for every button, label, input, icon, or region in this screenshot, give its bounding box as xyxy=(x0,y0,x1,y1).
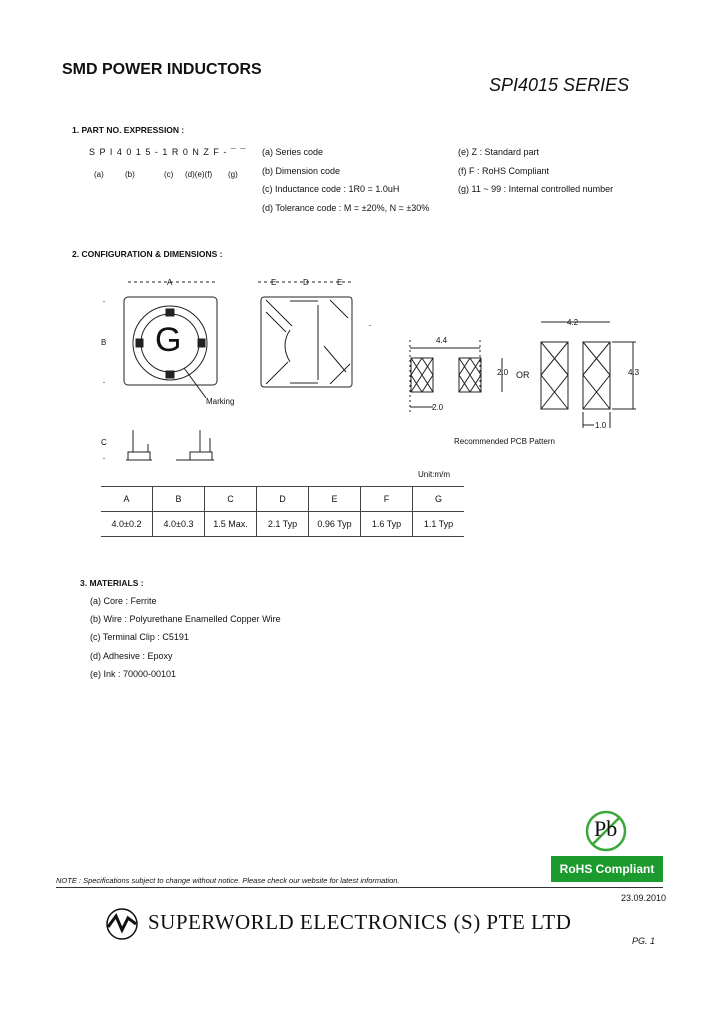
sub-label-def: (d)(e)(f) xyxy=(185,170,213,179)
pcb-pattern-2 xyxy=(541,322,636,428)
table-cell: 1.6 Typ xyxy=(361,512,413,537)
pcb-dim-2-0-horizontal: 2.0 xyxy=(432,403,444,412)
series-name: SPI4015 SERIES xyxy=(489,75,630,95)
table-header-cell: F xyxy=(361,487,413,512)
marking-letter-g: G xyxy=(155,321,182,359)
footer-date: 23.09.2010 xyxy=(621,893,667,903)
dim-label-e-right: E xyxy=(337,278,343,287)
table-cell: 1.5 Max. xyxy=(205,512,257,537)
table-header-cell: G xyxy=(413,487,465,512)
section-1-heading: 1. PART NO. EXPRESSION : xyxy=(72,125,185,135)
sub-label-a: (a) xyxy=(94,170,104,179)
material-core: (a) Core : Ferrite xyxy=(90,596,157,606)
dim-label-a: A xyxy=(167,278,173,287)
table-cell: 4.0±0.2 xyxy=(101,512,153,537)
dimension-table xyxy=(101,486,464,537)
unit-label: Unit:m/m xyxy=(418,470,450,479)
pcb-dim-4-3: 4.3 xyxy=(628,368,640,377)
dim-label-e-left: E xyxy=(271,278,277,287)
note-internal-number: (g) 11 ~ 99 : Internal controlled number xyxy=(458,184,614,194)
table-row xyxy=(101,512,464,537)
sub-label-c: (c) xyxy=(164,170,174,179)
rohs-compliant-badge: RoHS Compliant xyxy=(551,856,663,882)
part-code: S P I 4 0 1 5 - 1 R 0 N Z F - ¯ ¯ xyxy=(89,147,247,157)
table-cell: 1.1 Typ xyxy=(413,512,465,537)
note-dimension-code: (b) Dimension code xyxy=(262,166,341,176)
table-header-cell: B xyxy=(153,487,205,512)
table-cell: 4.0±0.3 xyxy=(153,512,205,537)
table-header-cell: D xyxy=(257,487,309,512)
table-header-cell: C xyxy=(205,487,257,512)
side-view-drawing xyxy=(258,282,370,387)
table-header-cell: E xyxy=(309,487,361,512)
company-name: SUPERWORLD ELECTRONICS (S) PTE LTD xyxy=(148,910,572,934)
sub-label-g: (g) xyxy=(228,170,238,179)
dim-label-d: D xyxy=(303,278,309,287)
dim-label-b: B xyxy=(101,338,107,347)
pb-symbol: Pb xyxy=(594,816,618,841)
dimension-drawings xyxy=(0,0,720,470)
page-number: PG. 1 xyxy=(632,936,656,946)
pcb-dim-2-0-vertical: 2.0 xyxy=(497,368,509,377)
pcb-caption: Recommended PCB Pattern xyxy=(454,437,555,446)
pcb-pattern-1 xyxy=(410,340,502,412)
material-ink: (e) Ink : 70000-00101 xyxy=(90,669,177,679)
dim-label-c: C xyxy=(101,438,107,447)
note-tolerance-code: (d) Tolerance code : M = ±20%, N = ±30% xyxy=(262,203,430,213)
pcb-dim-4-4: 4.4 xyxy=(436,336,448,345)
footer-divider xyxy=(56,887,663,888)
section-3-heading: 3. MATERIALS : xyxy=(80,578,144,588)
company-logo-icon xyxy=(104,908,140,940)
table-header-row xyxy=(101,487,464,512)
document-title: SMD POWER INDUCTORS xyxy=(62,61,262,78)
pcb-dim-4-2: 4.2 xyxy=(567,318,579,327)
note-standard-part: (e) Z : Standard part xyxy=(458,147,540,157)
pcb-dim-1-0: 1.0 xyxy=(595,421,607,430)
material-wire: (b) Wire : Polyurethane Enamelled Copper Wire xyxy=(90,614,281,624)
section-2-heading: 2. CONFIGURATION & DIMENSIONS : xyxy=(72,249,223,259)
table-header-cell: A xyxy=(101,487,153,512)
note-series-code: (a) Series code xyxy=(262,147,324,157)
sub-label-b: (b) xyxy=(125,170,135,179)
note-rohs: (f) F : RoHS Compliant xyxy=(458,166,550,176)
marking-label: Marking xyxy=(206,397,235,406)
note-inductance-code: (c) Inductance code : 1R0 = 1.0uH xyxy=(262,184,400,194)
footer-note: NOTE : Specifications subject to change without notice. Please check our website for latest information. xyxy=(56,876,400,885)
table-cell: 0.96 Typ xyxy=(309,512,361,537)
material-terminal-clip: (c) Terminal Clip : C5191 xyxy=(90,632,189,642)
table-cell: 2.1 Typ xyxy=(257,512,309,537)
material-adhesive: (d) Adhesive : Epoxy xyxy=(90,651,173,661)
bottom-view-drawing xyxy=(104,430,214,460)
or-label: OR xyxy=(516,370,530,380)
